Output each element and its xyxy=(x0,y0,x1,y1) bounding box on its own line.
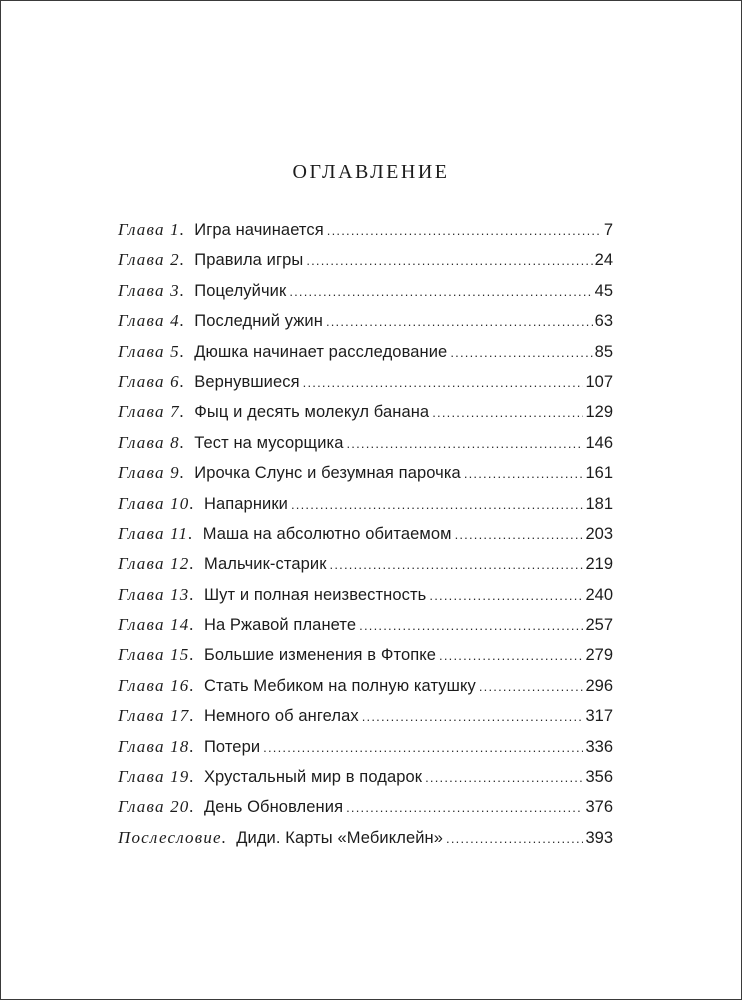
page-number: 279 xyxy=(585,646,613,665)
dot-leader xyxy=(330,553,584,577)
chapter-title: Поцелуйчик xyxy=(194,281,287,300)
page-number: 161 xyxy=(585,464,613,483)
chapter-title: Немного об ангелах xyxy=(203,707,359,726)
dot-leader xyxy=(346,796,583,820)
page-number: 219 xyxy=(585,555,613,574)
toc-entry xyxy=(118,735,613,765)
dot-leader xyxy=(346,432,583,456)
page-number: 129 xyxy=(585,403,613,422)
toc-entry xyxy=(118,613,613,643)
chapter-title: Большие изменения в Фтопке xyxy=(203,646,437,665)
page-number: 376 xyxy=(585,798,613,817)
toc-entry xyxy=(118,492,613,522)
table-of-contents xyxy=(118,218,613,856)
dot-leader xyxy=(446,827,583,851)
chapter-title: Тест на мусорщика xyxy=(194,433,344,452)
toc-entry xyxy=(118,248,613,278)
toc-entry xyxy=(118,826,613,856)
dot-leader xyxy=(455,523,584,547)
chapter-label: Глава 12. xyxy=(118,554,195,574)
dot-leader xyxy=(464,462,584,486)
dot-leader xyxy=(291,493,583,517)
chapter-label: Глава 2. xyxy=(118,250,186,270)
dot-leader xyxy=(303,371,584,395)
chapter-title: На Ржавой планете xyxy=(203,616,357,635)
chapter-label: Глава 10. xyxy=(118,493,195,513)
chapter-title: Потери xyxy=(203,737,261,756)
page-number: 45 xyxy=(594,281,613,300)
page-number: 24 xyxy=(594,251,613,270)
toc-entry xyxy=(118,218,613,248)
chapter-label: Глава 3. xyxy=(118,280,186,300)
page-number: 356 xyxy=(585,768,613,787)
chapter-title: Дюшка начинает расследование xyxy=(194,342,448,361)
page-number: 7 xyxy=(603,221,613,239)
page-number: 203 xyxy=(585,524,613,543)
page-number: 240 xyxy=(585,585,613,604)
page-title: ОГЛАВЛЕНИЕ xyxy=(292,161,450,183)
page-number: 85 xyxy=(594,342,613,361)
toc-entry xyxy=(118,552,613,582)
chapter-label: Глава 4. xyxy=(118,311,186,331)
chapter-label: Глава 17. xyxy=(118,706,195,726)
chapter-label: Глава 7. xyxy=(118,402,186,422)
chapter-title: Ирочка Слунс и безумная парочка xyxy=(194,464,461,483)
chapter-label: Глава 8. xyxy=(118,432,186,452)
chapter-title: Правила игры xyxy=(194,251,304,270)
dot-leader xyxy=(450,341,592,365)
dot-leader xyxy=(327,219,602,243)
chapter-title: Диди. Карты «Мебиклейн» xyxy=(236,828,444,847)
toc-entry xyxy=(118,643,613,673)
page-number: 393 xyxy=(585,828,613,847)
dot-leader xyxy=(362,705,584,729)
page-number: 146 xyxy=(585,433,613,452)
chapter-label: Глава 20. xyxy=(118,797,195,817)
dot-leader xyxy=(479,675,584,699)
toc-entry xyxy=(118,674,613,704)
chapter-label: Глава 13. xyxy=(118,584,195,604)
chapter-label: Глава 5. xyxy=(118,341,186,361)
toc-entry xyxy=(118,522,613,552)
page-number: 336 xyxy=(585,737,613,756)
toc-entry xyxy=(118,309,613,339)
chapter-label: Послесловие. xyxy=(118,827,228,847)
page-number: 257 xyxy=(585,616,613,635)
page-number: 107 xyxy=(585,372,613,391)
dot-leader xyxy=(306,249,592,273)
dot-leader xyxy=(425,766,583,790)
toc-entry xyxy=(118,583,613,613)
page-number: 317 xyxy=(585,707,613,726)
toc-entry xyxy=(118,795,613,825)
dot-leader xyxy=(429,584,583,608)
page-number: 181 xyxy=(585,494,613,513)
chapter-title: Маша на абсолютно обитаемом xyxy=(202,524,452,543)
chapter-label: Глава 15. xyxy=(118,645,195,665)
chapter-label: Глава 16. xyxy=(118,675,195,695)
page-number: 296 xyxy=(585,676,613,695)
toc-entry xyxy=(118,279,613,309)
chapter-title: Шут и полная неизвестность xyxy=(203,585,427,604)
toc-entry xyxy=(118,400,613,430)
chapter-label: Глава 14. xyxy=(118,615,195,635)
chapter-title: Мальчик-старик xyxy=(203,555,327,574)
chapter-label: Глава 18. xyxy=(118,736,195,756)
chapter-title: День Обновления xyxy=(203,798,344,817)
chapter-title: Фыц и десять молекул банана xyxy=(194,403,430,422)
chapter-label: Глава 6. xyxy=(118,371,186,391)
toc-entry xyxy=(118,340,613,370)
chapter-label: Глава 11. xyxy=(118,523,194,543)
toc-entry xyxy=(118,370,613,400)
chapter-label: Глава 19. xyxy=(118,767,195,787)
chapter-title: Последний ужин xyxy=(194,312,323,331)
dot-leader xyxy=(289,280,592,304)
dot-leader xyxy=(439,644,583,668)
chapter-title: Стать Мебиком на полную катушку xyxy=(203,676,476,695)
toc-entry xyxy=(118,704,613,734)
dot-leader xyxy=(432,401,583,425)
chapter-title: Хрустальный мир в подарок xyxy=(203,768,423,787)
chapter-title: Вернувшиеся xyxy=(194,372,300,391)
chapter-title: Напарники xyxy=(203,494,288,513)
toc-entry xyxy=(118,431,613,461)
toc-entry xyxy=(118,461,613,491)
chapter-title: Игра начинается xyxy=(194,221,324,239)
dot-leader xyxy=(359,614,583,638)
chapter-label: Глава 1. xyxy=(118,220,186,239)
dot-leader xyxy=(263,736,583,760)
dot-leader xyxy=(326,310,593,334)
chapter-label: Глава 9. xyxy=(118,463,186,483)
page-number: 63 xyxy=(594,312,613,331)
toc-entry xyxy=(118,765,613,795)
